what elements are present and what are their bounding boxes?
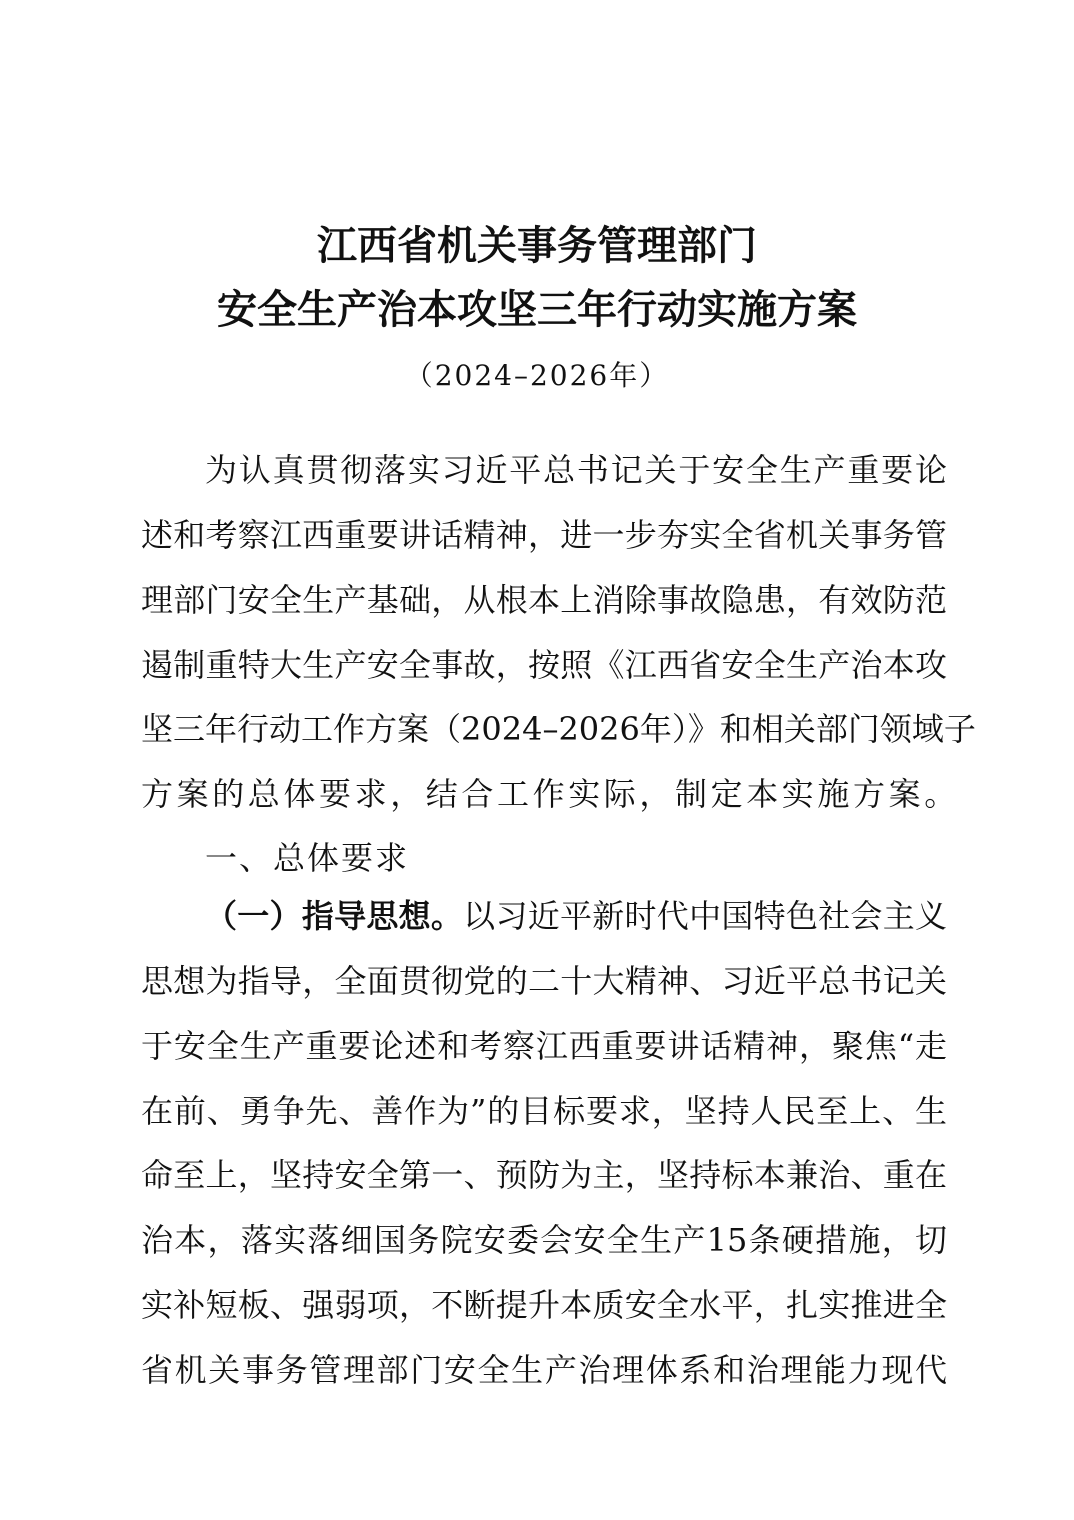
intro-line-1: 为认真贯彻落实习近平总书记关于安全生产重要论 [205,451,947,489]
subsection-1-line-3: 于安全生产重要论述和考察江西重要讲话精神，聚焦“走 [141,1027,947,1065]
subsection-1-line-4: 在前、勇争先、善作为”的目标要求，坚持人民至上、生 [141,1092,947,1130]
subsection-1-line-6: 治本，落实落细国务院安委会安全生产15条硬措施，切 [141,1221,947,1259]
document-subtitle-years: （2024–2026年） [404,359,670,392]
intro-line-3: 理部门安全生产基础，从根本上消除事故隐患，有效防范 [141,581,947,619]
subsection-1-line-2: 思想为指导，全面贯彻党的二十大精神、习近平总书记关 [141,962,947,1000]
subsection-1-line-7: 实补短板、强弱项，不断提升本质安全水平，扎实推进全 [141,1286,947,1324]
document-title-line-2: 安全生产治本攻坚三年行动实施方案 [217,286,857,333]
subsection-1-line-5: 命至上，坚持安全第一、预防为主，坚持标本兼治、重在 [141,1156,947,1194]
document-title-line-1: 江西省机关事务管理部门 [317,222,757,269]
subsection-1-line-1 [205,894,947,938]
subsection-1-line-1-text: 以习近平新时代中国特色社会主义 [463,897,947,935]
subsection-1-label: （一）指导思想。 [205,897,464,935]
section-heading-general-requirements: 一、总体要求 [205,839,410,877]
intro-line-6: 方案的总体要求，结合工作实际，制定本实施方案。 [141,775,960,813]
intro-line-5: 坚三年行动工作方案（2024–2026年）》和相关部门领域子 [141,710,976,748]
subsection-1-line-8: 省机关事务管理部门安全生产治理体系和治理能力现代 [141,1351,947,1389]
intro-line-4: 遏制重特大生产安全事故，按照《江西省安全生产治本攻 [141,646,947,684]
intro-line-2: 述和考察江西重要讲话精神，进一步夯实全省机关事务管 [141,516,947,554]
